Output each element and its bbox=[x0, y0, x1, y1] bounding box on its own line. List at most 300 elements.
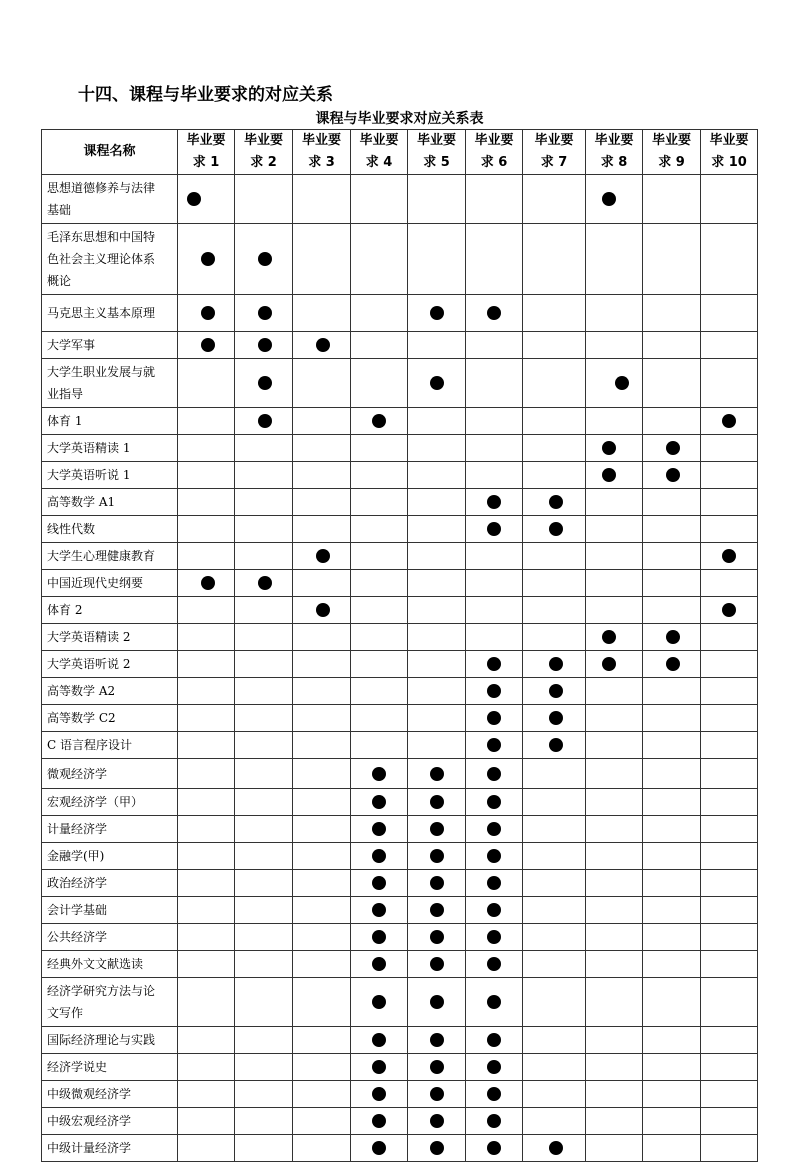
requirement-cell-6 bbox=[466, 332, 523, 359]
course-name-line: 高等数学 A2 bbox=[47, 684, 116, 698]
requirement-cell-5 bbox=[408, 651, 466, 678]
requirement-cell-7 bbox=[523, 897, 586, 924]
table-row bbox=[42, 489, 758, 516]
requirement-cell-4 bbox=[351, 789, 408, 816]
requirement-cell-8 bbox=[586, 678, 643, 705]
table-row bbox=[42, 789, 758, 816]
requirement-cell-3 bbox=[293, 295, 351, 332]
requirement-cell-5 bbox=[408, 678, 466, 705]
requirement-cell-4 bbox=[351, 408, 408, 435]
course-name-line: 中国近现代史纲要 bbox=[47, 576, 144, 590]
course-name-line: 经济学说史 bbox=[47, 1060, 108, 1074]
requirement-cell-7 bbox=[523, 359, 586, 408]
requirement-cell-7 bbox=[523, 516, 586, 543]
requirement-cell-4 bbox=[351, 870, 408, 897]
filled-dot-icon bbox=[549, 495, 563, 509]
header-req-7: 毕业要 求 7 bbox=[523, 130, 586, 175]
requirement-cell-9 bbox=[643, 732, 701, 759]
requirement-cell-6 bbox=[466, 295, 523, 332]
requirement-cell-9 bbox=[643, 543, 701, 570]
requirement-cell-3 bbox=[293, 678, 351, 705]
filled-dot-icon bbox=[316, 338, 330, 352]
requirement-cell-5 bbox=[408, 489, 466, 516]
requirement-cell-5 bbox=[408, 359, 466, 408]
requirement-cell-8 bbox=[586, 359, 643, 408]
requirement-cell-8 bbox=[586, 1108, 643, 1135]
filled-dot-icon bbox=[487, 822, 501, 836]
requirement-cell-7 bbox=[523, 435, 586, 462]
filled-dot-icon bbox=[372, 767, 386, 781]
filled-dot-icon bbox=[487, 1087, 501, 1101]
filled-dot-icon bbox=[487, 876, 501, 890]
requirement-cell-3 bbox=[293, 759, 351, 789]
filled-dot-icon bbox=[487, 1114, 501, 1128]
requirement-cell-8 bbox=[586, 816, 643, 843]
requirement-cell-10 bbox=[701, 789, 758, 816]
requirement-cell-3 bbox=[293, 1027, 351, 1054]
filled-dot-icon bbox=[487, 1141, 501, 1155]
course-name-line: 大学英语听说 2 bbox=[47, 657, 131, 671]
filled-dot-icon bbox=[549, 684, 563, 698]
requirement-cell-6 bbox=[466, 624, 523, 651]
course-name-line: 基础 bbox=[47, 203, 72, 217]
requirement-cell-3 bbox=[293, 408, 351, 435]
requirement-cell-4 bbox=[351, 924, 408, 951]
course-name-line: 会计学基础 bbox=[47, 903, 108, 917]
requirement-cell-5 bbox=[408, 843, 466, 870]
course-name-line: C 语言程序设计 bbox=[47, 738, 132, 752]
requirement-cell-3 bbox=[293, 978, 351, 1027]
requirement-cell-9 bbox=[643, 789, 701, 816]
filled-dot-icon bbox=[430, 1141, 444, 1155]
requirement-cell-10 bbox=[701, 359, 758, 408]
requirement-cell-1 bbox=[178, 1054, 235, 1081]
requirement-cell-1 bbox=[178, 1135, 235, 1162]
course-name-cell bbox=[42, 1027, 178, 1054]
requirement-cell-1 bbox=[178, 897, 235, 924]
filled-dot-icon bbox=[372, 957, 386, 971]
requirement-cell-9 bbox=[643, 489, 701, 516]
filled-dot-icon bbox=[549, 657, 563, 671]
course-name-cell bbox=[42, 870, 178, 897]
course-name-cell bbox=[42, 175, 178, 224]
requirement-cell-7 bbox=[523, 732, 586, 759]
requirement-cell-6 bbox=[466, 759, 523, 789]
requirement-cell-10 bbox=[701, 1054, 758, 1081]
course-name-line: 大学生心理健康教育 bbox=[47, 549, 156, 563]
filled-dot-icon bbox=[722, 549, 736, 563]
course-name-cell bbox=[42, 570, 178, 597]
requirement-cell-4 bbox=[351, 359, 408, 408]
filled-dot-icon bbox=[722, 603, 736, 617]
table-row bbox=[42, 870, 758, 897]
course-name-line: 毛泽东思想和中国特 bbox=[47, 230, 156, 244]
requirement-cell-2 bbox=[235, 332, 293, 359]
filled-dot-icon bbox=[430, 1087, 444, 1101]
requirement-cell-10 bbox=[701, 435, 758, 462]
requirement-cell-2 bbox=[235, 678, 293, 705]
requirement-cell-7 bbox=[523, 408, 586, 435]
filled-dot-icon bbox=[549, 522, 563, 536]
requirement-cell-5 bbox=[408, 462, 466, 489]
requirement-cell-1 bbox=[178, 359, 235, 408]
requirement-cell-6 bbox=[466, 359, 523, 408]
requirement-cell-5 bbox=[408, 1027, 466, 1054]
requirement-cell-5 bbox=[408, 1054, 466, 1081]
filled-dot-icon bbox=[372, 414, 386, 428]
requirement-cell-10 bbox=[701, 295, 758, 332]
table-row bbox=[42, 843, 758, 870]
course-name-cell bbox=[42, 224, 178, 295]
requirement-cell-8 bbox=[586, 759, 643, 789]
requirement-cell-9 bbox=[643, 1108, 701, 1135]
filled-dot-icon bbox=[316, 603, 330, 617]
requirement-cell-3 bbox=[293, 462, 351, 489]
requirement-cell-5 bbox=[408, 597, 466, 624]
requirement-cell-9 bbox=[643, 816, 701, 843]
table-row bbox=[42, 651, 758, 678]
filled-dot-icon bbox=[487, 849, 501, 863]
requirement-cell-7 bbox=[523, 759, 586, 789]
requirement-cell-5 bbox=[408, 224, 466, 295]
course-name-cell bbox=[42, 1054, 178, 1081]
requirement-cell-8 bbox=[586, 843, 643, 870]
requirement-cell-4 bbox=[351, 1108, 408, 1135]
filled-dot-icon bbox=[430, 957, 444, 971]
requirement-cell-10 bbox=[701, 516, 758, 543]
course-name-line: 大学生职业发展与就 bbox=[47, 365, 156, 379]
requirement-cell-10 bbox=[701, 705, 758, 732]
requirement-cell-3 bbox=[293, 543, 351, 570]
requirement-cell-7 bbox=[523, 295, 586, 332]
course-name-cell bbox=[42, 759, 178, 789]
course-name-line: 大学英语精读 2 bbox=[47, 630, 131, 644]
requirement-cell-6 bbox=[466, 732, 523, 759]
table-row bbox=[42, 1108, 758, 1135]
requirement-cell-2 bbox=[235, 1027, 293, 1054]
requirement-cell-2 bbox=[235, 1054, 293, 1081]
requirement-cell-10 bbox=[701, 897, 758, 924]
requirement-cell-6 bbox=[466, 408, 523, 435]
requirement-cell-7 bbox=[523, 705, 586, 732]
requirement-cell-3 bbox=[293, 435, 351, 462]
requirement-cell-8 bbox=[586, 570, 643, 597]
filled-dot-icon bbox=[615, 376, 629, 390]
course-name-line: 大学军事 bbox=[47, 338, 96, 352]
requirement-cell-5 bbox=[408, 924, 466, 951]
requirement-cell-10 bbox=[701, 924, 758, 951]
course-name-cell bbox=[42, 516, 178, 543]
requirement-cell-1 bbox=[178, 651, 235, 678]
table-row bbox=[42, 705, 758, 732]
requirement-cell-2 bbox=[235, 705, 293, 732]
requirement-cell-3 bbox=[293, 332, 351, 359]
requirement-cell-8 bbox=[586, 951, 643, 978]
table-row bbox=[42, 597, 758, 624]
requirement-cell-1 bbox=[178, 408, 235, 435]
requirement-cell-2 bbox=[235, 1135, 293, 1162]
requirement-cell-7 bbox=[523, 332, 586, 359]
requirement-cell-2 bbox=[235, 897, 293, 924]
requirement-cell-1 bbox=[178, 295, 235, 332]
requirement-cell-6 bbox=[466, 789, 523, 816]
requirement-cell-8 bbox=[586, 489, 643, 516]
requirement-cell-1 bbox=[178, 759, 235, 789]
requirement-cell-4 bbox=[351, 332, 408, 359]
requirement-cell-4 bbox=[351, 597, 408, 624]
filled-dot-icon bbox=[372, 1060, 386, 1074]
requirement-cell-1 bbox=[178, 978, 235, 1027]
requirement-cell-6 bbox=[466, 435, 523, 462]
course-name-line: 色社会主义理论体系 bbox=[47, 252, 156, 266]
requirement-cell-5 bbox=[408, 1135, 466, 1162]
filled-dot-icon bbox=[430, 795, 444, 809]
requirement-cell-9 bbox=[643, 1054, 701, 1081]
requirement-cell-9 bbox=[643, 295, 701, 332]
requirement-cell-5 bbox=[408, 732, 466, 759]
requirement-cell-1 bbox=[178, 843, 235, 870]
filled-dot-icon bbox=[430, 995, 444, 1009]
requirement-cell-4 bbox=[351, 951, 408, 978]
table-row bbox=[42, 332, 758, 359]
requirement-cell-5 bbox=[408, 435, 466, 462]
requirement-cell-9 bbox=[643, 843, 701, 870]
requirement-cell-6 bbox=[466, 489, 523, 516]
table-row bbox=[42, 295, 758, 332]
requirement-cell-2 bbox=[235, 978, 293, 1027]
requirement-cell-7 bbox=[523, 597, 586, 624]
filled-dot-icon bbox=[487, 522, 501, 536]
header-req-4: 毕业要 求 4 bbox=[351, 130, 408, 175]
requirement-cell-9 bbox=[643, 570, 701, 597]
requirement-cell-4 bbox=[351, 462, 408, 489]
course-name-line: 计量经济学 bbox=[47, 822, 108, 836]
course-name-line: 中级计量经济学 bbox=[47, 1141, 132, 1155]
requirement-cell-2 bbox=[235, 570, 293, 597]
requirement-cell-5 bbox=[408, 543, 466, 570]
course-name-line: 概论 bbox=[47, 274, 72, 288]
course-name-cell bbox=[42, 678, 178, 705]
filled-dot-icon bbox=[487, 930, 501, 944]
course-name-line: 高等数学 A1 bbox=[47, 495, 116, 509]
requirement-cell-4 bbox=[351, 651, 408, 678]
table-row bbox=[42, 924, 758, 951]
requirement-cell-10 bbox=[701, 1135, 758, 1162]
filled-dot-icon bbox=[666, 441, 680, 455]
requirement-cell-5 bbox=[408, 1081, 466, 1108]
requirement-cell-9 bbox=[643, 624, 701, 651]
requirement-cell-7 bbox=[523, 1081, 586, 1108]
requirement-cell-5 bbox=[408, 978, 466, 1027]
requirement-cell-4 bbox=[351, 435, 408, 462]
filled-dot-icon bbox=[372, 795, 386, 809]
header-req-10: 毕业要 求 10 bbox=[701, 130, 758, 175]
requirement-cell-1 bbox=[178, 951, 235, 978]
course-name-cell bbox=[42, 359, 178, 408]
course-name-line: 宏观经济学（甲） bbox=[47, 795, 144, 809]
filled-dot-icon bbox=[666, 630, 680, 644]
filled-dot-icon bbox=[430, 822, 444, 836]
course-name-line: 公共经济学 bbox=[47, 930, 108, 944]
requirement-cell-1 bbox=[178, 489, 235, 516]
requirement-cell-8 bbox=[586, 1027, 643, 1054]
course-name-line: 金融学(甲) bbox=[47, 849, 105, 863]
requirement-cell-5 bbox=[408, 516, 466, 543]
filled-dot-icon bbox=[487, 306, 501, 320]
requirement-cell-10 bbox=[701, 843, 758, 870]
table-row bbox=[42, 224, 758, 295]
requirement-cell-1 bbox=[178, 1027, 235, 1054]
requirement-cell-8 bbox=[586, 224, 643, 295]
table-row bbox=[42, 897, 758, 924]
filled-dot-icon bbox=[722, 414, 736, 428]
filled-dot-icon bbox=[602, 441, 616, 455]
filled-dot-icon bbox=[201, 252, 215, 266]
requirement-cell-6 bbox=[466, 897, 523, 924]
header-req-6: 毕业要 求 6 bbox=[466, 130, 523, 175]
filled-dot-icon bbox=[430, 767, 444, 781]
requirement-cell-3 bbox=[293, 1108, 351, 1135]
filled-dot-icon bbox=[258, 576, 272, 590]
requirement-cell-2 bbox=[235, 543, 293, 570]
requirement-cell-4 bbox=[351, 705, 408, 732]
requirement-cell-9 bbox=[643, 651, 701, 678]
requirement-cell-8 bbox=[586, 295, 643, 332]
requirement-cell-3 bbox=[293, 489, 351, 516]
filled-dot-icon bbox=[430, 849, 444, 863]
requirement-cell-9 bbox=[643, 978, 701, 1027]
filled-dot-icon bbox=[549, 738, 563, 752]
requirement-cell-2 bbox=[235, 295, 293, 332]
requirement-cell-8 bbox=[586, 732, 643, 759]
filled-dot-icon bbox=[430, 1033, 444, 1047]
filled-dot-icon bbox=[258, 414, 272, 428]
requirement-cell-6 bbox=[466, 175, 523, 224]
requirement-cell-10 bbox=[701, 597, 758, 624]
requirement-cell-4 bbox=[351, 759, 408, 789]
requirement-cell-5 bbox=[408, 870, 466, 897]
requirement-cell-4 bbox=[351, 295, 408, 332]
requirement-cell-9 bbox=[643, 359, 701, 408]
requirement-cell-1 bbox=[178, 1108, 235, 1135]
requirement-cell-6 bbox=[466, 816, 523, 843]
requirement-cell-8 bbox=[586, 332, 643, 359]
course-name-line: 政治经济学 bbox=[47, 876, 108, 890]
requirement-cell-4 bbox=[351, 489, 408, 516]
requirement-cell-1 bbox=[178, 789, 235, 816]
requirement-cell-5 bbox=[408, 759, 466, 789]
requirement-cell-10 bbox=[701, 1027, 758, 1054]
course-name-line: 国际经济理论与实践 bbox=[47, 1033, 156, 1047]
filled-dot-icon bbox=[258, 338, 272, 352]
filled-dot-icon bbox=[430, 903, 444, 917]
header-course-name: 课程名称 bbox=[42, 130, 178, 175]
header-req-2: 毕业要 求 2 bbox=[235, 130, 293, 175]
header-req-8: 毕业要 求 8 bbox=[586, 130, 643, 175]
course-name-cell bbox=[42, 816, 178, 843]
requirement-cell-3 bbox=[293, 1135, 351, 1162]
requirement-cell-4 bbox=[351, 816, 408, 843]
requirement-cell-5 bbox=[408, 816, 466, 843]
requirement-cell-4 bbox=[351, 1135, 408, 1162]
filled-dot-icon bbox=[430, 876, 444, 890]
requirement-cell-4 bbox=[351, 1027, 408, 1054]
requirement-cell-8 bbox=[586, 789, 643, 816]
requirement-cell-5 bbox=[408, 570, 466, 597]
requirement-cell-8 bbox=[586, 1054, 643, 1081]
header-req-9: 毕业要 求 9 bbox=[643, 130, 701, 175]
requirement-cell-5 bbox=[408, 408, 466, 435]
requirement-cell-4 bbox=[351, 1081, 408, 1108]
requirement-cell-10 bbox=[701, 951, 758, 978]
filled-dot-icon bbox=[487, 767, 501, 781]
course-name-cell bbox=[42, 897, 178, 924]
requirement-cell-4 bbox=[351, 624, 408, 651]
requirement-cell-3 bbox=[293, 732, 351, 759]
requirement-cell-7 bbox=[523, 543, 586, 570]
requirement-cell-7 bbox=[523, 175, 586, 224]
filled-dot-icon bbox=[372, 849, 386, 863]
requirement-cell-3 bbox=[293, 651, 351, 678]
requirement-cell-8 bbox=[586, 462, 643, 489]
course-name-cell bbox=[42, 295, 178, 332]
requirement-cell-5 bbox=[408, 624, 466, 651]
requirement-cell-8 bbox=[586, 435, 643, 462]
requirement-cell-4 bbox=[351, 516, 408, 543]
table-row bbox=[42, 732, 758, 759]
filled-dot-icon bbox=[372, 1087, 386, 1101]
header-req-3: 毕业要 求 3 bbox=[293, 130, 351, 175]
course-name-cell bbox=[42, 651, 178, 678]
filled-dot-icon bbox=[602, 192, 616, 206]
requirement-cell-10 bbox=[701, 1108, 758, 1135]
requirement-cell-8 bbox=[586, 897, 643, 924]
course-name-line: 马克思主义基本原理 bbox=[47, 306, 156, 320]
requirement-cell-7 bbox=[523, 924, 586, 951]
requirement-cell-10 bbox=[701, 651, 758, 678]
requirement-cell-2 bbox=[235, 408, 293, 435]
requirement-cell-1 bbox=[178, 543, 235, 570]
requirement-cell-6 bbox=[466, 870, 523, 897]
requirement-cell-7 bbox=[523, 870, 586, 897]
requirement-cell-6 bbox=[466, 570, 523, 597]
filled-dot-icon bbox=[372, 903, 386, 917]
requirement-cell-9 bbox=[643, 435, 701, 462]
filled-dot-icon bbox=[316, 549, 330, 563]
filled-dot-icon bbox=[549, 711, 563, 725]
course-name-line: 业指导 bbox=[47, 387, 84, 401]
filled-dot-icon bbox=[430, 1114, 444, 1128]
table-row bbox=[42, 516, 758, 543]
section-title: 十四、课程与毕业要求的对应关系 bbox=[78, 85, 333, 105]
requirement-cell-7 bbox=[523, 1108, 586, 1135]
requirement-cell-2 bbox=[235, 224, 293, 295]
requirement-cell-7 bbox=[523, 1135, 586, 1162]
course-name-line: 大学英语听说 1 bbox=[47, 468, 131, 482]
header-req-5: 毕业要 求 5 bbox=[408, 130, 466, 175]
requirement-cell-9 bbox=[643, 759, 701, 789]
requirement-cell-7 bbox=[523, 624, 586, 651]
filled-dot-icon bbox=[487, 957, 501, 971]
requirement-cell-1 bbox=[178, 597, 235, 624]
requirement-cell-4 bbox=[351, 978, 408, 1027]
requirement-cell-10 bbox=[701, 732, 758, 759]
course-name-cell bbox=[42, 624, 178, 651]
requirement-cell-6 bbox=[466, 1027, 523, 1054]
filled-dot-icon bbox=[487, 1033, 501, 1047]
requirement-cell-9 bbox=[643, 408, 701, 435]
requirement-cell-10 bbox=[701, 489, 758, 516]
